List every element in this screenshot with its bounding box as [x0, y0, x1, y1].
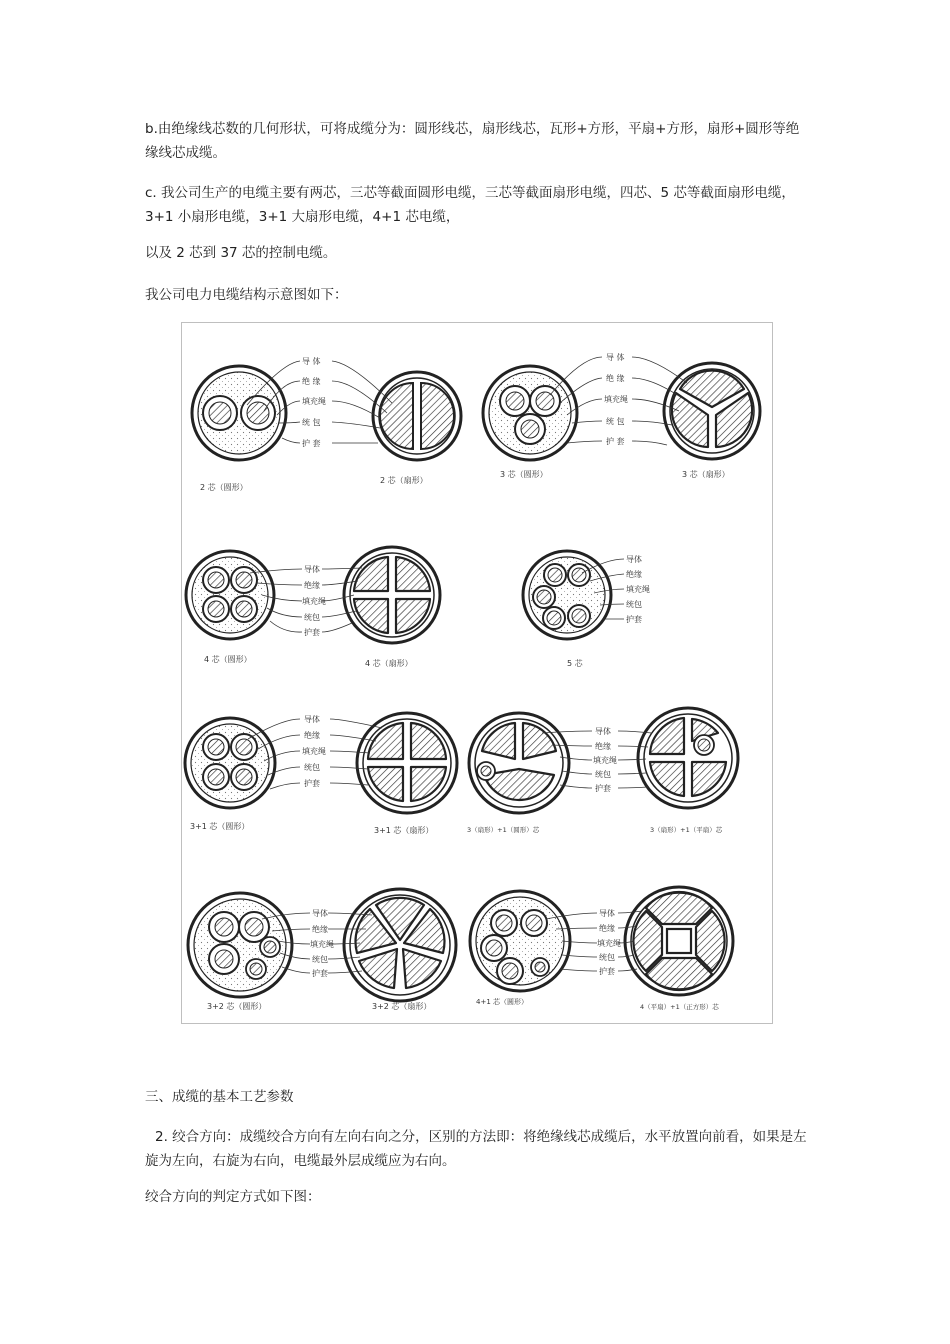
- label-sheath-3: 护套: [304, 628, 320, 637]
- caption-3core-round: 3 芯（圆形）: [500, 470, 548, 479]
- label-insulation-6: 绝缘: [595, 742, 611, 751]
- label-filler-8: 填充绳: [597, 939, 621, 948]
- label-conductor-5: 导体: [304, 715, 320, 724]
- label-insulation-8: 绝缘: [599, 924, 615, 933]
- label-filler-3: 填充绳: [302, 597, 326, 606]
- diagram-3sector-1round: [469, 713, 569, 813]
- caption-5core: 5 芯: [567, 659, 583, 668]
- caption-3core-sector: 3 芯（扇形）: [682, 470, 730, 479]
- caption-2core-sector: 2 芯（扇形）: [380, 476, 428, 485]
- label-filler-4: 填充绳: [626, 585, 650, 594]
- paragraph-control-cables: 以及 2 芯到 37 芯的控制电缆。: [145, 245, 337, 261]
- label-conductor-2: 导 体: [606, 353, 625, 362]
- paragraph-core-shapes: b.由绝缘线芯数的几何形状，可将成缆分为：圆形线芯，扇形线芯，瓦形+方形，平扇+方形，扇形+圆形等绝缘线芯成缆。: [145, 121, 800, 161]
- label-conductor-6: 导体: [595, 727, 611, 736]
- label-wrap-5: 统包: [304, 763, 320, 772]
- label-insulation-3: 绝缘: [304, 581, 320, 590]
- label-wrap-3: 统包: [304, 613, 320, 622]
- label-filler-7: 填充绳: [310, 940, 334, 949]
- paragraph-lay-direction: 2. 绞合方向：成缆绞合方向有左向右向之分，区别的方法即：将绝缘线芯成缆后，水平放置向前看，如果是左旋为左向，右旋为右向，电缆最外层成缆应为右向。: [145, 1129, 807, 1169]
- label-conductor-4: 导体: [626, 555, 642, 564]
- section-heading-3: 三、成缆的基本工艺参数: [145, 1089, 294, 1105]
- label-wrap-4: 统包: [626, 600, 642, 609]
- caption-2core-round: 2 芯（圆形）: [200, 483, 248, 492]
- caption-3plus2-sector: 3+2 芯（扇形）: [372, 1002, 432, 1011]
- label-conductor-8: 导体: [599, 909, 615, 918]
- caption-3sector-1flat: 3（扇形）+1（平扇）芯: [650, 826, 723, 834]
- label-conductor-3: 导体: [304, 565, 320, 574]
- label-sheath-6: 护套: [595, 784, 611, 793]
- diagram-3plus2-sector: [344, 889, 456, 1001]
- paragraph-figure-intro: 我公司电力电缆结构示意图如下：: [145, 287, 348, 303]
- label-sheath-4: 护套: [626, 615, 642, 624]
- diagram-3core-round: [483, 366, 577, 460]
- label-sheath-2: 护 套: [606, 437, 625, 446]
- diagram-3sector-1flat: [638, 708, 738, 808]
- label-wrap-6: 统包: [595, 770, 611, 779]
- label-insulation-5: 绝缘: [304, 731, 320, 740]
- label-wrap-7: 统包: [312, 955, 328, 964]
- caption-3plus1-round: 3+1 芯（圆形）: [190, 822, 250, 831]
- label-wrap: 统 包: [302, 418, 321, 427]
- diagram-4flat-1square: [625, 887, 733, 995]
- diagram-3plus1-sector: [357, 713, 457, 813]
- label-conductor-7: 导体: [312, 909, 328, 918]
- label-filler-6: 填充绳: [593, 756, 617, 765]
- diagram-5core: [523, 551, 611, 639]
- paragraph-products: c. 我公司生产的电缆主要有两芯，三芯等截面圆形电缆，三芯等截面扇形电缆，四芯、5 芯等截面扇形电缆，3+1 小扇形电缆，3+1 大扇形电缆，4+1 芯电缆，: [145, 185, 795, 225]
- label-filler-5: 填充绳: [302, 747, 326, 756]
- caption-4core-round: 4 芯（圆形）: [204, 655, 252, 664]
- label-insulation-4: 绝缘: [626, 570, 642, 579]
- diagram-4core-sector: [344, 547, 440, 643]
- caption-3sector-1round: 3（扇形）+1（圆形）芯: [467, 826, 540, 834]
- label-sheath-7: 护套: [312, 969, 328, 978]
- label-sheath-8: 护套: [599, 967, 615, 976]
- label-sheath: 护 套: [302, 439, 321, 448]
- label-insulation-7: 绝缘: [312, 925, 328, 934]
- label-wrap-2: 统 包: [606, 417, 625, 426]
- label-filler: 填充绳: [302, 397, 326, 406]
- diagram-4core-round: [186, 551, 274, 639]
- diagram-2core-round: [192, 366, 286, 460]
- diagram-2core-sector: [373, 372, 461, 460]
- label-insulation: 绝 缘: [302, 377, 321, 386]
- diagram-4plus1-round: [470, 891, 570, 991]
- caption-3plus1-sector: 3+1 芯（扇形）: [374, 826, 434, 835]
- label-sheath-5: 护套: [304, 779, 320, 788]
- caption-4flat-1square: 4（平扇）+1（正方形）芯: [640, 1003, 719, 1011]
- cable-structure-figure: [181, 322, 773, 1024]
- caption-3plus2-round: 3+2 芯（圆形）: [207, 1002, 267, 1011]
- label-wrap-8: 统包: [599, 953, 615, 962]
- label-insulation-2: 绝 缘: [606, 374, 625, 383]
- caption-4core-sector: 4 芯（扇形）: [365, 659, 413, 668]
- label-filler-2: 填充绳: [604, 395, 628, 404]
- diagram-3plus2-round: [188, 893, 292, 997]
- label-conductor: 导 体: [302, 357, 321, 366]
- paragraph-lay-figure-intro: 绞合方向的判定方式如下图：: [145, 1189, 321, 1205]
- caption-4plus1-round: 4+1 芯（圆形）: [476, 998, 528, 1006]
